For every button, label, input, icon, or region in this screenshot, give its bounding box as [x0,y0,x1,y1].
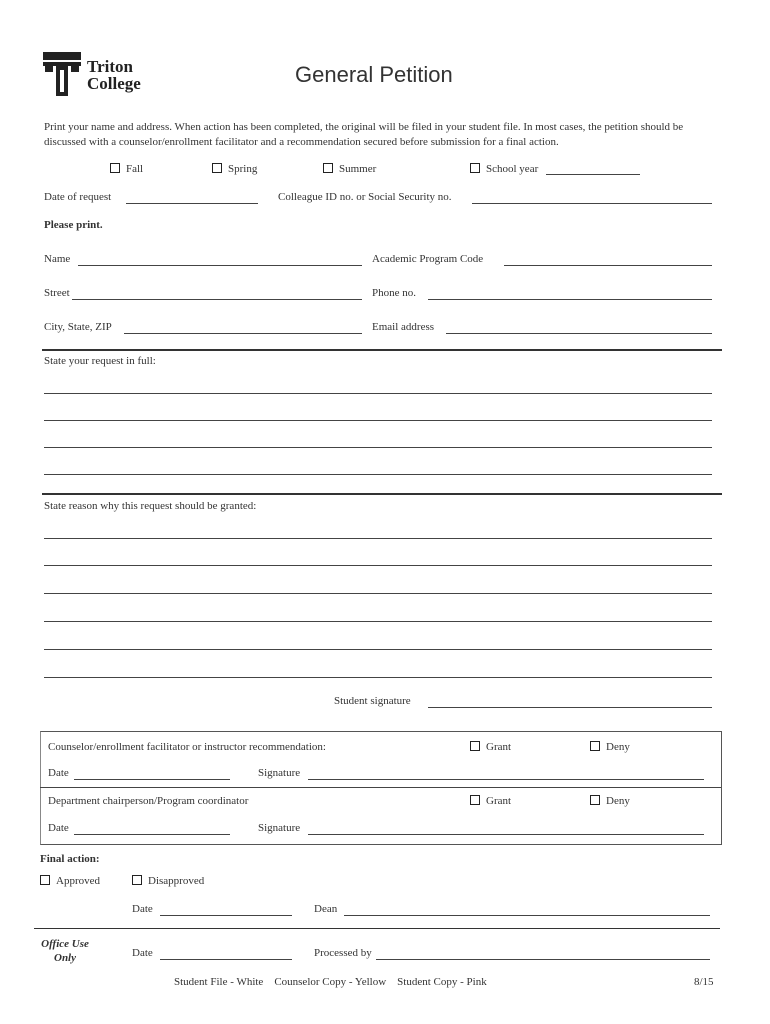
dean-field[interactable] [344,915,710,916]
office-divider [34,928,720,929]
academic-program-code-label: Academic Program Code [372,253,484,265]
counselor-grant-checkbox[interactable] [470,741,511,753]
request-label: State your request in full: [44,355,156,367]
term-spring-checkbox[interactable] [212,163,257,175]
checkbox-box-icon [470,741,480,751]
checkbox-box-icon [590,741,600,751]
checkbox-box-icon [470,163,480,173]
dean-label: Dean [314,903,338,915]
logo-text-triton: Triton [87,57,133,76]
term-spring-label: Spring [228,163,258,175]
department-deny-label: Deny [606,795,630,807]
reason-line[interactable] [44,677,712,678]
date-of-request-field[interactable] [126,203,258,204]
request-line[interactable] [44,393,712,394]
department-date-label: Date [48,822,69,834]
name-field[interactable] [78,265,362,266]
reason-label: State reason why this request should be granted: [44,500,257,512]
section-divider [42,349,722,351]
counselor-date-field[interactable] [74,779,230,780]
copy-distribution: Student File - White Counselor Copy - Yellow Student Copy - Pink [174,976,487,988]
phone-label: Phone no. [372,287,416,299]
processed-by-label: Processed by [314,947,372,959]
student-signature-label: Student signature [334,695,411,707]
request-line[interactable] [44,447,712,448]
form-number: 8/15 [694,976,714,988]
counselor-deny-label: Deny [606,741,630,753]
colleague-id-label: Colleague ID no. or Social Security no. [278,191,452,203]
city-state-zip-label: City, State, ZIP [44,321,112,333]
department-date-field[interactable] [74,834,230,835]
name-label: Name [44,253,71,265]
term-summer-checkbox[interactable] [323,163,376,175]
term-fall-checkbox[interactable] [110,163,143,175]
email-label: Email address [372,321,435,333]
counselor-deny-checkbox[interactable] [590,741,630,753]
department-label: Department chairperson/Program coordinator [48,795,249,807]
triton-logo [42,50,152,98]
email-field[interactable] [446,333,712,334]
phone-field[interactable] [428,299,712,300]
checkbox-box-icon [132,875,142,885]
request-line[interactable] [44,474,712,475]
please-print-label: Please print. [44,219,103,231]
page-title: General Petition [295,62,453,87]
reason-line[interactable] [44,649,712,650]
student-signature-field[interactable] [428,707,712,708]
request-line[interactable] [44,420,712,421]
street-field[interactable] [72,299,362,300]
counselor-label: Counselor/enrollment facilitator or instructor recommendation: [48,741,326,753]
checkbox-box-icon [470,795,480,805]
department-deny-checkbox[interactable] [590,795,630,807]
street-label: Street [44,287,70,299]
term-fall-label: Fall [126,163,144,175]
department-grant-checkbox[interactable] [470,795,511,807]
recommendation-divider [40,787,721,788]
checkbox-box-icon [110,163,120,173]
reason-line[interactable] [44,621,712,622]
term-school-year-label: School year [486,163,539,175]
city-state-zip-field[interactable] [124,333,362,334]
checkbox-box-icon [212,163,222,173]
office-date-label: Date [132,947,153,959]
disapproved-checkbox[interactable] [132,875,204,887]
instructions-text: Print your name and address. When action has been completed, the original will be filed in your student file. In most cases, the petition should be discussed with a counselor/enrollment facilitator and a recommendation secured before submission for a final action. [44,121,684,148]
counselor-signature-label: Signature [258,767,301,779]
term-summer-label: Summer [339,163,377,175]
office-date-field[interactable] [160,959,292,960]
school-year-field[interactable] [546,174,640,175]
disapproved-label: Disapproved [148,875,205,887]
term-school-year-checkbox[interactable] [470,163,538,175]
reason-line[interactable] [44,565,712,566]
department-signature-label: Signature [258,822,301,834]
reason-line[interactable] [44,538,712,539]
final-action-label: Final action: [40,853,100,865]
processed-by-field[interactable] [376,959,710,960]
checkbox-box-icon [590,795,600,805]
department-grant-label: Grant [486,795,512,807]
department-signature-field[interactable] [308,834,704,835]
colleague-id-field[interactable] [472,203,712,204]
approved-label: Approved [56,875,100,887]
triton-logo-mark-icon [42,50,82,98]
counselor-grant-label: Grant [486,741,512,753]
final-date-field[interactable] [160,915,292,916]
checkbox-box-icon [323,163,333,173]
office-use-label: Office Use Only [41,938,89,964]
final-date-label: Date [132,903,153,915]
academic-program-code-field[interactable] [504,265,712,266]
checkbox-box-icon [40,875,50,885]
counselor-date-label: Date [48,767,69,779]
date-of-request-label: Date of request [44,191,112,203]
section-divider [42,493,722,495]
counselor-signature-field[interactable] [308,779,704,780]
reason-line[interactable] [44,593,712,594]
approved-checkbox[interactable] [40,875,100,887]
logo-text-college: College [87,74,141,93]
